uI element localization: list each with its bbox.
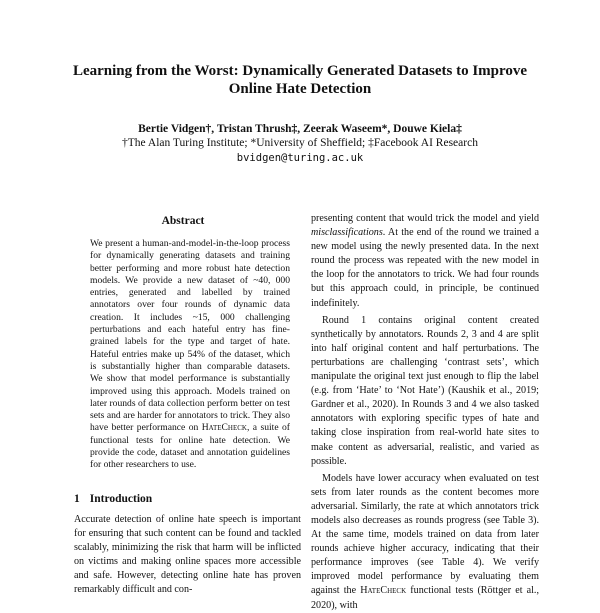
paragraph-continuation [311,212,539,311]
abstract-text-part2: , a suite of functional tests for online hate detection. We provide the code, dataset and annotation guidelines for other researchers to use. [90,422,291,471]
abstract-text-part1: We present a human-and-model-in-the-loop process for dynamically generating datasets and training better performing and more robust hate detection models. We provide a new dataset of ~40, 000 entries, generated and labelled by trained annotators over four rounds of dynamic data creation. It includes ~15, 000 challenging perturbations and each hateful entry has fine-grained labels for the type and target of hate. Hateful entries make up 54% of the dataset, which is substantially higher than comparable datasets. We show that model performance is substantially improved using this approach. Models trained on later rounds of data collection perform better on test sets and are harder for annotators to trick. They also have better performance on [90,238,290,434]
paragraph-accuracy [311,472,539,613]
abstract-text [90,238,290,472]
contact-email[interactable]: bvidgen@turing.ac.uk [236,152,364,164]
hatecheck-term: HateCheck [360,585,407,597]
introduction-text: Accurate detection of online hate speech is important for ensuring that such content can be found and tackled scalably, minimizing the risk that harm will be inflicted on victims and making online spaces more accessible and safe. However, detecting online hate has proven remarkably difficult and con- [74,514,301,596]
introduction-heading [74,493,152,505]
paragraph-text: . At the end of the round we trained a new model using the newly presented data. In the next round the process was repeated with the new model in the loop for the annotators to trick. We had four rounds but this approach could, in principle, be continued indefinitely. [311,227,539,309]
paper-title: Learning from the Worst: Dynamically Generated Datasets to Improve Online Hate Detection [72,63,528,97]
paragraph-rounds: Round 1 contains original content created synthetically by annotators. Rounds 2, 3 and 4 are split into half original content and half perturbations. The perturbations are challenging ‘contrast sets’, which manipulate the original text just enough to flip the label (e.g. from ‘Hate’ to ‘Not Hate’) (Kaushik et al., 2019; Gardner et al., 2020). In Rounds 3 and 4 we also tasked annotators with exploring specific types of hate and taking close inspiration from real-world hate sites to make content as adversarial, realistic, and varied as possible. [311,314,539,467]
section-number: 1 [74,493,80,505]
right-column-text [311,212,539,613]
section-title: Introduction [89,493,153,505]
paragraph-text: Models have lower accuracy when evaluated on test sets from later rounds as the content becomes more adversarial. Similarly, the rate at which annotators trick models also decreases as rounds progress (see Table 3). At the same time, models trained on data from later rounds achieve higher accuracy, indicating that their performance improves (see Table 4). We verify improved model performance by evaluating them against the [311,472,539,597]
affiliations: †The Alan Turing Institute; *University of Sheffield; ‡Facebook AI Research [122,137,478,149]
emphasized-term: misclassifications [311,227,383,239]
abstract-heading: Abstract [161,215,205,227]
author-list: Bertie Vidgen†, Tristan Thrush‡, Zeerak Waseem*, Douwe Kiela‡ [138,123,462,135]
paragraph-text: presenting content that would trick the model and yield [311,213,539,224]
paragraph-text: functional tests (Röttger et al., 2020), with [311,585,539,611]
hatecheck-term: HateCheck [201,422,247,434]
